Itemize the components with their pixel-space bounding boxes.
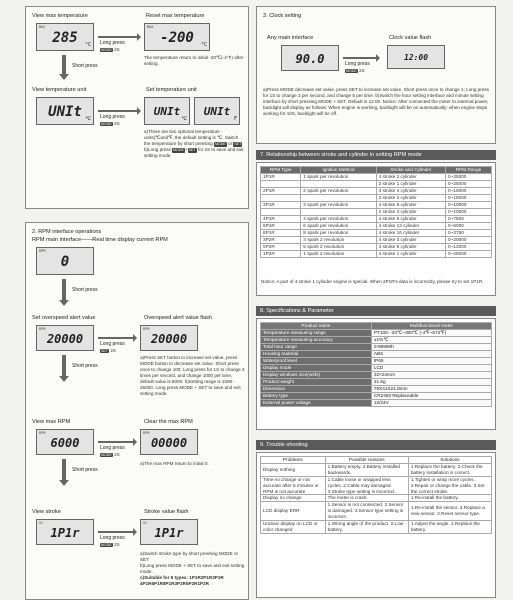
spec-row [261, 393, 492, 400]
relationship-cell [261, 209, 301, 216]
spec-cell: ABS [371, 351, 491, 358]
trouble-table [260, 456, 492, 534]
spec-cell: CR2450 Replaceable [371, 393, 491, 400]
relationship-cell: 0~10000 [446, 209, 492, 216]
relationship-cell: 0~25000 [446, 174, 492, 181]
relationship-row [261, 216, 492, 223]
alert-note: a)Press SET button to increase set value, press MODE button to decrease set value. Short press once to change 100; Long press for 1S to change 3 times per second, and change 1000 per time, default value is 6000. b)Setting range is 1000-25000. Long press MODE + SET to save and exit setting mode. [140, 355, 245, 396]
relationship-cell: 3P2R [261, 237, 301, 244]
relationship-cell: 0~12000 [446, 244, 492, 251]
max-rpm-lcd: RPM 6000 [36, 429, 94, 455]
col-stroke: Stroke and Cylinder [376, 167, 445, 174]
stroke-flash-title: Stroke value flash [144, 509, 189, 515]
trouble-cell: Display no change [261, 495, 326, 502]
alert-lcd: RPM 20000 [36, 325, 94, 351]
relationship-row [261, 251, 492, 258]
relationship-cell: 0~10000 [446, 202, 492, 209]
relationship-cell: 3 spark 2 revolution [301, 237, 376, 244]
relationship-cell: 0~5000 [446, 223, 492, 230]
trouble-cell: Display nothing [261, 464, 326, 477]
spec-row [261, 344, 492, 351]
trouble-row [261, 476, 492, 495]
arrow-right-icon [343, 57, 377, 59]
trouble-cell: 1.Sensor is not connected. 2.Sensor is damaged. 3.Sensor type setting is incorrect. [325, 502, 408, 521]
trouble-cell: Unclear display on LCD or color changed [261, 521, 326, 534]
col-problems: Problems [261, 457, 326, 464]
rpm-heading: 2. RPM interface operations [32, 229, 102, 235]
spec-row [261, 358, 492, 365]
spec-row [261, 379, 492, 386]
relationship-row [261, 244, 492, 251]
trouble-heading: 9. Trouble shooting [256, 440, 496, 450]
clock-flash-lcd: 12:00 [387, 45, 445, 69]
relationship-cell: 4 stroke 3 cylinder [376, 237, 445, 244]
mode-button[interactable]: MODE [101, 48, 112, 52]
relationship-cell: 4 stroke 2 cylinder [376, 174, 445, 181]
relationship-cell: 6P1R [261, 223, 301, 230]
col-range: RPM Range [446, 167, 492, 174]
relationship-cell: 1 spark per revolution [301, 174, 376, 181]
clock-panel: 3. Clock setting Any main interface Clock value flash 90.0 Long press MODE 2S 12:00 a)Press MODE decrease set value, press SET to increase set value. Short press once to change 1; Long press for 1S to change 3 per second, and change 5 per time. b)Switch the hour setting interface and minute setting interface by short pressing MODE + SET. Default is 12:00. Notice: After connected the meter to external power, backlight will display as follows: When engine is working, backlight will be on automatically; when engine stops working for 10S, backlight will be off. [256, 6, 496, 144]
view-unit-title: View temperature unit [32, 87, 87, 93]
spec-cell: 12/24V [371, 400, 491, 407]
alert-flash-title: Overspeed alert value flash [144, 315, 213, 321]
relationship-cell [261, 181, 301, 188]
col-ignition: Ignition Method [301, 167, 376, 174]
clear-note: a)The max RPM return to initial 0. [140, 461, 209, 466]
spec-cell: External power voltage [261, 400, 372, 407]
relationship-cell: 8 spark per revolution [301, 230, 376, 237]
relationship-cell: 0~25000 [446, 251, 492, 258]
trouble-cell: Time no change or not accurate after 8 minutes or RPM is not accurate [261, 476, 326, 495]
view-max-temp-title: View max temperature [32, 13, 88, 19]
relationship-heading: 7. Relationship between stroke and cylinder in setting RPM mode [256, 150, 496, 160]
spec-cell: 32×24mm [371, 372, 491, 379]
arrow-down-icon [62, 459, 66, 481]
relationship-cell [301, 209, 376, 216]
spec-cell: LCD [371, 365, 491, 372]
relationship-table-wrap [256, 162, 496, 296]
any-main-title: Any main interface [267, 35, 314, 41]
relationship-cell: 8P1R [261, 230, 301, 237]
relationship-row [261, 230, 492, 237]
spec-row [261, 400, 492, 407]
relationship-cell: 1P1R [261, 174, 301, 181]
arrow-down-icon [62, 355, 66, 377]
spec-cell: IP65 [371, 358, 491, 365]
trouble-cell: 1.Replace the battery. 2.Check the battery installation is correct. [408, 464, 491, 477]
view-unit-lcd: UNIt ℃ [36, 97, 94, 125]
trouble-row [261, 495, 492, 502]
relationship-row [261, 188, 492, 195]
unit-note: a)There are two optional temperature units(℃and℉, the default setting is ℃. Switch the temperature by short pressing MODE or SET b)Long press MODE+SET for 2S to save and exit setting mode. [144, 129, 244, 158]
relationship-cell: 3 spark per revolution [301, 202, 376, 209]
trouble-cell: LCD display ERR [261, 502, 326, 521]
col-reasons: Possible reasons [325, 457, 408, 464]
trouble-cell: 1.Battery empty. 2.Battery installed backwards. [325, 464, 408, 477]
relationship-cell: 2 stroke 1 cylinder [376, 181, 445, 188]
spec-cell: 79X41X21.8mm [371, 386, 491, 393]
spec-row [261, 330, 492, 337]
cleared-rpm-lcd: RPM 00000 [140, 429, 198, 455]
specs-table-wrap [256, 318, 496, 430]
reset-max-temp-title: Reset max temperature [146, 13, 205, 19]
trouble-cell: 1.Cable loose or wrapped less cycles. 2.Cable may damaged. 3.Stroke type setting is incorrect. [325, 476, 408, 495]
mode-button[interactable]: MODE [101, 453, 112, 457]
relationship-cell: 5P2R [261, 244, 301, 251]
trouble-cell: 1.Wrong angle of the product. 2.Low battery. [325, 521, 408, 534]
spec-row [261, 337, 492, 344]
spec-row [261, 365, 492, 372]
specs-heading: 8. Specifications & Parameter [256, 306, 496, 316]
spec-cell: Total hour range [261, 344, 372, 351]
set-unit-c-lcd: UNIt ℃ [144, 97, 190, 125]
spec-cell: 0-99999h [371, 344, 491, 351]
specs-table [260, 322, 492, 407]
reset-temp-lcd: MAX -200 °C [144, 23, 210, 51]
rpm-panel: 2. RPM interface operations RPM main interface——Real time display current RPM RPM 0 Short press Set overspeed alert value Overspeed alert value flash RPM 20000 Long press SET 2S RPM 20000 a)Press SET button to increase set value, press MODE button to decrease set value. Short press once to change 100; Long press for 1S to change 3 times per second, and change 1000 per time, default value is 6000. b)Setting range is 1000-25000. Long press MODE + SET to save and exit setting mode. Short press View max RPM Clear the max RPM RPM 6000 Long press MODE 2S RPM 00000 a)The max RPM return to initial 0. Short press View stroke Stroke value flash St 1P1r Long press MODE 2S St 1P1r a)Switch stroke type by short pressing MODE or SET b)Long press MODE + SET to save and exit setting mode. c)Suitable for 9 types: 1P1R2P1R3P1R 4P1R6P1R8P1R3P2R5P2R1P2R [25, 222, 249, 600]
trouble-cell: The meter is crash. [325, 495, 408, 502]
relationship-cell: 1P2R [261, 251, 301, 258]
relationship-cell: 4 stroke 1 cylinder [376, 251, 445, 258]
relationship-row [261, 195, 492, 202]
spec-cell: Temperature measuring accuracy [261, 337, 372, 344]
reset-temp-value: -200 [160, 30, 194, 46]
arrow-right-icon [98, 36, 138, 38]
rpm-main-lcd: RPM 0 [36, 247, 94, 275]
set-button[interactable]: SET [101, 349, 108, 353]
set-unit-f-lcd: UNIt F [194, 97, 240, 125]
reset-note: The temperature return to initial -20℃(-4°F) after setting. [144, 55, 244, 66]
relationship-cell [301, 181, 376, 188]
spec-cell: Dimension [261, 386, 372, 393]
relationship-cell: 2 spark per revolution [301, 188, 376, 195]
trouble-row [261, 502, 492, 521]
trouble-row [261, 521, 492, 534]
relationship-cell: 6 spark per revolution [301, 223, 376, 230]
arrow-right-icon [98, 337, 134, 339]
stroke-lcd: St 1P1r [36, 519, 94, 545]
clock-note: a)Press MODE decrease set value, press SET to increase set value. Short press once to change 1; Long press for 1S to change 3 per second, and change 5 per time. b)Switch the hour setting interface and minute setting interface by short pressing MODE + SET. Default is 12:00. Notice: After connected the meter to external power, backlight will display as follows: When engine is working, backlight will be on automatically; when engine stops working for 10S, backlight will be off. [263, 87, 489, 116]
relationship-cell [301, 195, 376, 202]
arrow-down-icon [62, 279, 66, 301]
arrow-down-icon [62, 55, 66, 75]
relationship-cell [261, 195, 301, 202]
spec-col-name: Product name [261, 323, 372, 330]
set-unit-title: Set temperature unit [146, 87, 197, 93]
spec-row [261, 372, 492, 379]
trouble-row [261, 464, 492, 477]
stroke-note: a)Switch stroke type by short pressing MODE or SET b)Long press MODE + SET to save and exit setting mode. c)Suitable for 9 types: 1P1R2P1R3P1R 4P1R6P1R8P1R3P2R5P2R1P2R [140, 551, 245, 586]
spec-row [261, 386, 492, 393]
stroke-flash-lcd: St 1P1r [140, 519, 198, 545]
relationship-cell: 0~25000 [446, 181, 492, 188]
col-solutions: Solutions [408, 457, 491, 464]
relationship-cell: 2 stroke 2 cylinder [376, 195, 445, 202]
clock-flash-title: Clock value flash [389, 35, 432, 41]
mode-button[interactable]: MODE [101, 543, 112, 547]
spec-col-value: Multifunctional meter [371, 323, 491, 330]
max-temp-value: 285 [52, 30, 78, 46]
trouble-cell: 1.Re-install the battery. [408, 495, 491, 502]
relationship-cell: 0~7500 [446, 216, 492, 223]
relationship-cell: 1 spark 2 revolution [301, 251, 376, 258]
spec-cell: Product weight [261, 379, 372, 386]
relationship-row [261, 202, 492, 209]
relationship-cell: 4 spark per revolution [301, 216, 376, 223]
spec-row [261, 351, 492, 358]
relationship-cell: 4 stroke 16 cylinder [376, 230, 445, 237]
relationship-cell: 4 stroke 5 cylinder [376, 244, 445, 251]
relationship-row [261, 209, 492, 216]
arrow-right-icon [98, 531, 134, 533]
trouble-cell: 1.Re-install the sensor. 2.Replace a new sensor. 3.Reset sensor type. [408, 502, 491, 521]
relationship-cell: 4 stroke 12 cylinder [376, 223, 445, 230]
spec-cell: Display windows size(w/dx) [261, 372, 372, 379]
spec-cell: 21.6g [371, 379, 491, 386]
max-temp-lcd: MAX 285 °C [36, 23, 94, 51]
clear-max-rpm-title: Clear the max RPM [144, 419, 193, 425]
relationship-cell: 0~15000 [446, 188, 492, 195]
rpm-main-title: RPM main interface——Real time display current RPM [32, 237, 168, 243]
spec-cell: Housing material [261, 351, 372, 358]
spec-cell: PT100: -20℃~300℃ (-4℉~572℉) [371, 330, 491, 337]
relationship-notice: Notice: A part of 4 stroke 1 cylinder engine is special. When 2P1R's data is incorrectly, please try to set 1P1R. [261, 279, 484, 284]
mode-button[interactable]: MODE [346, 69, 357, 73]
relationship-cell: 2P1R [261, 188, 301, 195]
relationship-cell: 4 stroke 6 cylinder [376, 202, 445, 209]
mode-button[interactable]: MODE [101, 122, 112, 126]
trouble-cell: 1.Adjust the angle. 2.Replace the battery. [408, 521, 491, 534]
temperature-panel: View max temperature Reset max temperature MAX 285 °C Long press MODE 2S MAX -200 °C The temperature return to initial -20℃(-4°F) after setting. Short press View temperature unit Set temperature unit UNIt ℃ Long press MODE 2S UNIt ℃ UNIt F a)There are two optional temperature units(℃and℉, the default setting is ℃. Switch the temperature by short pressing MODE or SET b)Long press MODE+SET for 2S to save and exit setting mode. [25, 6, 249, 209]
relationship-cell: 5 spark 2 revolution [301, 244, 376, 251]
relationship-row [261, 223, 492, 230]
relationship-cell: 3P1R [261, 202, 301, 209]
trouble-cell: 1.Tighten or wrap more cycles. 2.Repair or change the cable. 3.Set the correct stroke. [408, 476, 491, 495]
spec-cell: Battery type [261, 393, 372, 400]
relationship-cell: 0~3750 [446, 230, 492, 237]
spec-cell: Display mode [261, 365, 372, 372]
relationship-cell: 4 stroke 8 cylinder [376, 216, 445, 223]
arrow-right-icon [98, 441, 134, 443]
relationship-row [261, 181, 492, 188]
relationship-row [261, 237, 492, 244]
relationship-table [260, 166, 492, 258]
view-stroke-title: View stroke [32, 509, 61, 515]
relationship-row [261, 174, 492, 181]
spec-cell: Waterproof level [261, 358, 372, 365]
relationship-cell: 4 stroke 4 cylinder [376, 188, 445, 195]
spec-cell: ±1%℃ [371, 337, 491, 344]
view-max-rpm-title: View max RPM [32, 419, 71, 425]
set-alert-title: Set overspeed alert value [32, 315, 96, 321]
relationship-cell: 4P1R [261, 216, 301, 223]
alert-flash-lcd: RPM 20000 [140, 325, 198, 351]
spec-cell: Temperature measuring range [261, 330, 372, 337]
relationship-cell: 2 stroke 3 cylinder [376, 209, 445, 216]
trouble-table-wrap [256, 452, 496, 598]
col-rpm-type: RPM Type [261, 167, 301, 174]
clock-heading: 3. Clock setting [263, 13, 302, 19]
relationship-cell: 0~20000 [446, 237, 492, 244]
arrow-right-icon [98, 110, 138, 112]
clock-main-lcd: 90.0 [281, 45, 339, 71]
relationship-cell: 0~15000 [446, 195, 492, 202]
